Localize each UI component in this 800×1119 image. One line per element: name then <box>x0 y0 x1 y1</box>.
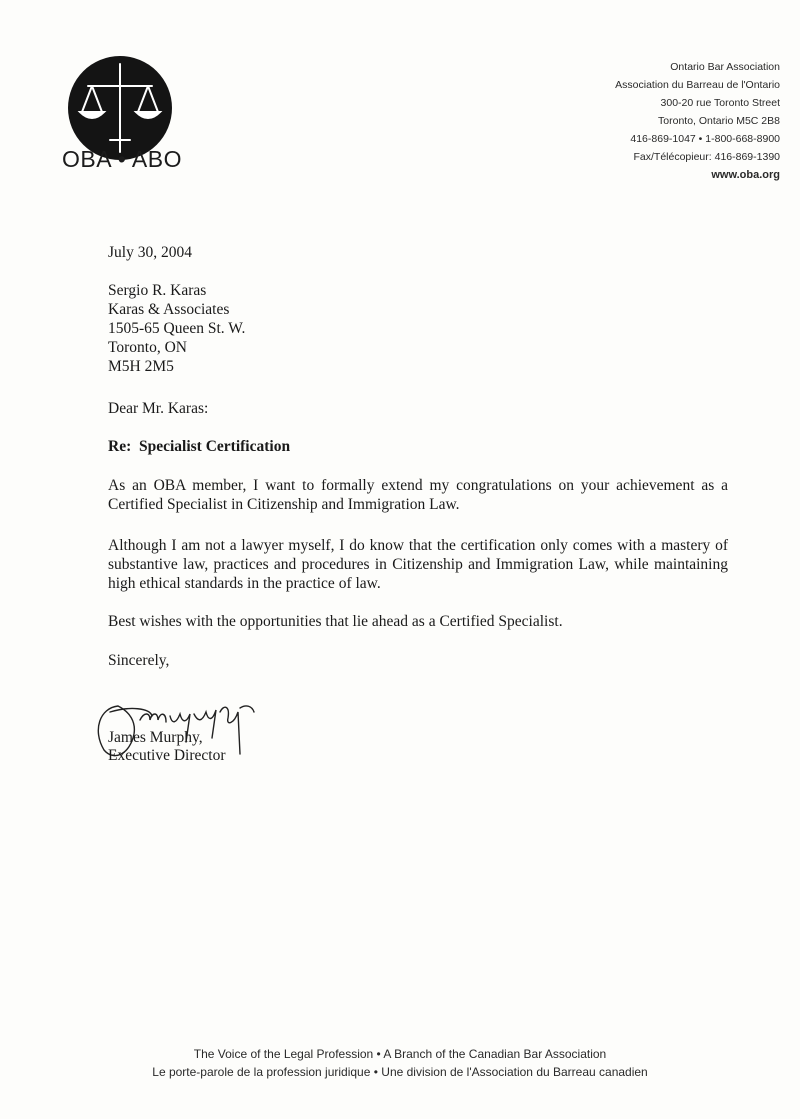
body-paragraph: Although I am not a lawyer myself, I do know that the certification only comes with a mastery of substantive law, practices and procedures in Citizenship and Immigration Law, while maintaining high ethical standards in the practice of law. <box>108 537 728 592</box>
recipient-line: 1505-65 Queen St. W. <box>108 320 246 337</box>
signer-title: Executive Director <box>108 747 226 764</box>
oba-logo-scales-icon <box>68 56 172 160</box>
website-link[interactable]: www.oba.org <box>711 169 780 181</box>
recipient-line: Karas & Associates <box>108 301 230 318</box>
address-line: 416-869-1047 • 1-800-668-8900 <box>630 133 780 145</box>
oba-abo-wordmark: OBA • ABO <box>62 146 182 172</box>
recipient-address <box>108 281 728 376</box>
address-line: Toronto, Ontario M5C 2B8 <box>658 115 780 127</box>
salutation: Dear Mr. Karas: <box>108 400 209 417</box>
signer-name: James Murphy, <box>108 729 203 746</box>
footer-french: Le porte-parole de la profession juridique • Une division de l'Association du Barreau canadien <box>152 1065 648 1079</box>
letter-date: July 30, 2004 <box>108 244 192 261</box>
address-line: 300-20 rue Toronto Street <box>660 97 780 109</box>
address-line: Association du Barreau de l'Ontario <box>615 79 780 91</box>
address-line: Ontario Bar Association <box>670 61 780 73</box>
subject-line: Re: Specialist Certification <box>108 438 291 455</box>
signer-block <box>108 729 728 765</box>
recipient-line: M5H 2M5 <box>108 358 174 375</box>
address-line: Fax/Télécopieur: 416-869-1390 <box>633 151 780 163</box>
recipient-line: Toronto, ON <box>108 339 187 356</box>
recipient-line: Sergio R. Karas <box>108 282 207 299</box>
body-paragraph: Best wishes with the opportunities that lie ahead as a Certified Specialist. <box>108 613 563 630</box>
letterhead-address <box>615 58 780 184</box>
footer-english: The Voice of the Legal Profession • A Branch of the Canadian Bar Association <box>193 1047 607 1061</box>
body-paragraph: As an OBA member, I want to formally extend my congratulations on your achievement as a Certified Specialist in Citizenship and Immigration Law. <box>108 477 728 513</box>
closing: Sincerely, <box>108 652 170 669</box>
